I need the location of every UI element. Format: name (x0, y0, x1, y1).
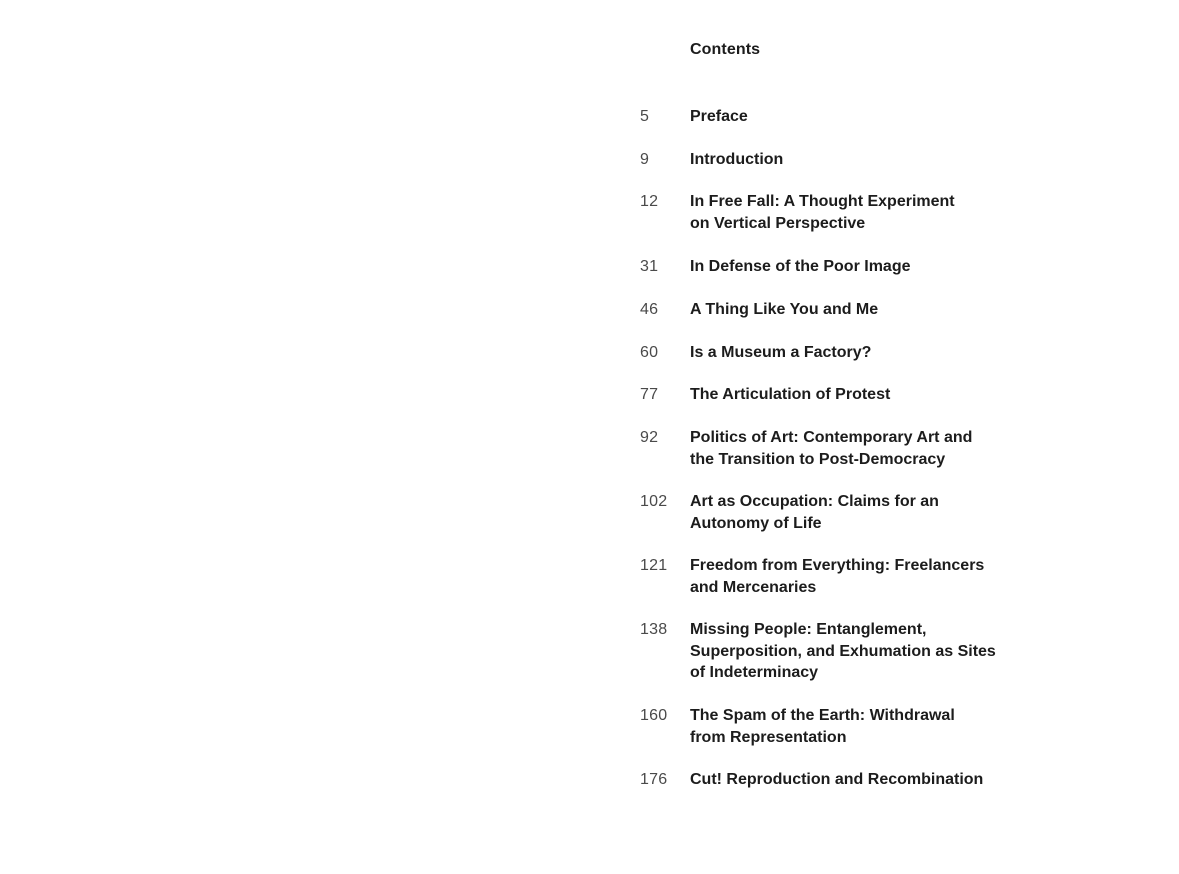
toc-chapter-title: The Articulation of Protest (690, 386, 891, 403)
toc-chapter-title: Missing People: Entanglement, Superposition, and Exhumation as Sites of Indeterminacy (690, 621, 996, 681)
toc-page-number: 12 (640, 193, 659, 210)
toc-chapter-title: Freedom from Everything: Freelancers and Mercenaries (690, 557, 985, 596)
toc-page-number: 176 (640, 771, 668, 788)
table-of-contents (640, 0, 1160, 874)
toc-chapter-title: Cut! Reproduction and Recombination (690, 771, 984, 788)
toc-page-number: 31 (640, 258, 659, 275)
toc-page-number: 77 (640, 386, 659, 403)
toc-chapter-title: A Thing Like You and Me (690, 301, 879, 318)
toc-page-number: 102 (640, 493, 668, 510)
toc-chapter-title: In Free Fall: A Thought Experiment on Vertical Perspective (690, 193, 955, 232)
toc-page-number: 138 (640, 621, 668, 638)
toc-page-number: 60 (640, 344, 659, 361)
toc-chapter-title: Politics of Art: Contemporary Art and the Transition to Post-Democracy (690, 429, 973, 468)
toc-page-number: 121 (640, 557, 668, 574)
toc-page-number: 9 (640, 151, 650, 168)
toc-chapter-title: Art as Occupation: Claims for an Autonomy of Life (690, 493, 939, 532)
toc-chapter-title: Introduction (690, 151, 784, 168)
toc-chapter-title: Is a Museum a Factory? (690, 344, 872, 361)
toc-chapter-title: The Spam of the Earth: Withdrawal from Representation (690, 707, 955, 746)
toc-chapter-title: In Defense of the Poor Image (690, 258, 911, 275)
toc-page-number: 92 (640, 429, 659, 446)
toc-page-number: 46 (640, 301, 659, 318)
toc-chapter-title: Preface (690, 108, 748, 125)
contents-heading: Contents (690, 41, 761, 58)
toc-page-number: 160 (640, 707, 668, 724)
toc-page-number: 5 (640, 108, 650, 125)
